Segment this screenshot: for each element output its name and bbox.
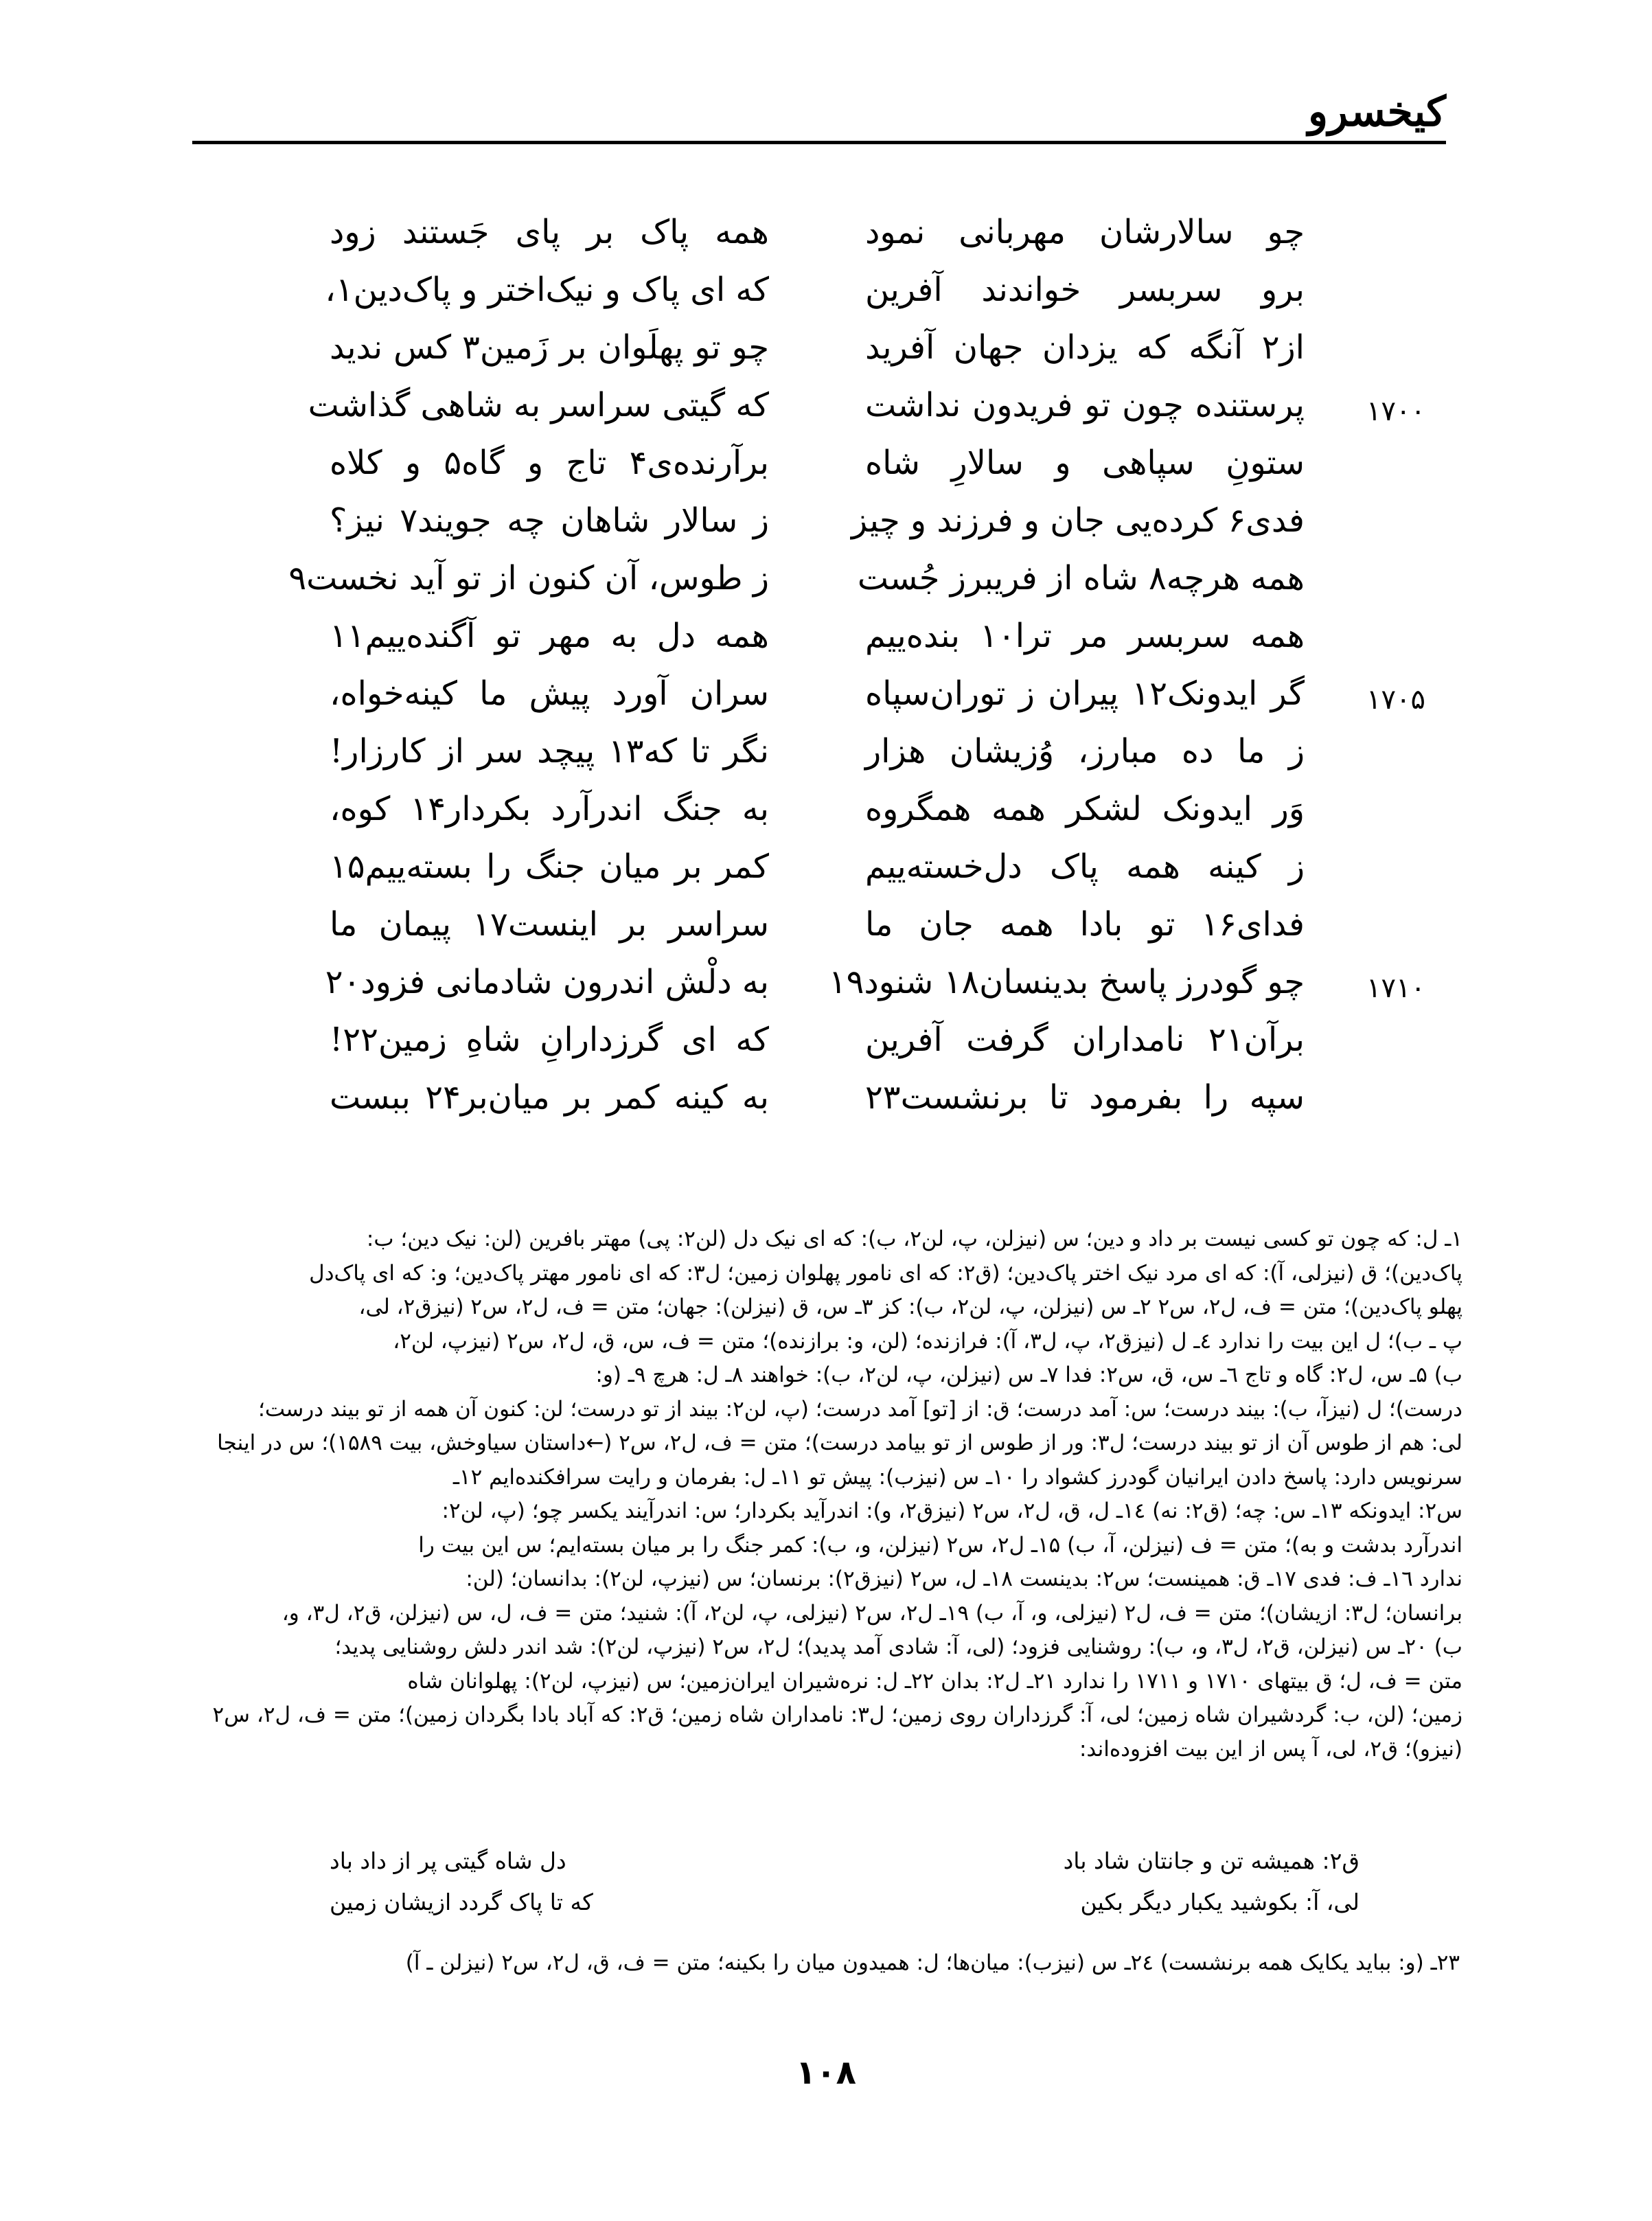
- variant-hemistich-right: لی، آ: بکوشید یکبار دیگر بکین: [1080, 1889, 1360, 1915]
- variant-hemistich-left: که تا پاک گردد ازیشان زمین: [330, 1889, 593, 1915]
- verse-hemistich-right: ز ما ده مبارز، وُزیشان هزار: [865, 732, 1305, 771]
- footnote-line: لی: هم از طوس آن از تو بیند درست؛ ل۳: ور از طوس از تو بیامد درست)؛ متن = ف، ل۲، س۲ (←داستان سیاوخش، بیت ۱۵۸۹)؛ س در اینجا: [217, 1431, 1462, 1455]
- verse-hemistich-right: پرستنده چون تو فریدون نداشت: [865, 386, 1305, 424]
- footnote-line: پهلو پاک‌دین)؛ متن = ف، ل۲، س۲ ۲ـ س (نیزلن، پ، لن۲، ب): کز ۳ـ س، ق (نیزلن): جهان؛ متن = ف، ل۲، س۲ (نیزق۲، لی،: [358, 1295, 1462, 1319]
- verse-row: [325, 271, 1490, 328]
- verse-row: [330, 847, 1490, 905]
- variant-verses: [330, 1847, 1360, 1930]
- verse-hemistich-left: سراسر بر اینست۱۷ پیمان ما: [330, 905, 769, 944]
- verse-row: [288, 559, 1490, 617]
- line-number: ۱۷۱۰: [1366, 972, 1425, 1004]
- verse-hemistich-left: که ای پاک و نیک‌اختر و پاک‌دین۱،: [325, 271, 769, 309]
- line-number: ۱۷۰۵: [1366, 684, 1425, 716]
- verse-hemistich-left: که ای گرزدارانِ شاهِ زمین۲۲!: [330, 1021, 769, 1059]
- verse-hemistich-right: چو گودرز پاسخ بدینسان۱۸ شنود۱۹: [828, 963, 1305, 1001]
- verse-hemistich-right: همه هرچه۸ شاه از فریبرز جُست: [857, 559, 1305, 597]
- verse-hemistich-left: به جنگ اندرآرد بکردار۱۴ کوه،: [330, 790, 770, 828]
- verse-row: [330, 790, 1490, 847]
- verse-row: [330, 213, 1490, 271]
- verse-hemistich-left: چو تو پهلَوان بر زَمین۳ کس ندید: [330, 328, 770, 367]
- verse-hemistich-right: همه سربسر مر ترا۱۰ بنده‌ییم: [865, 617, 1305, 655]
- verse-row: [325, 963, 1490, 1021]
- verse-hemistich-right: برو سربسر خواندند آفرین: [865, 271, 1305, 309]
- footnote-line: برانسان؛ ل۳: ازیشان)؛ متن = ف، ل۲ (نیزلی، و، آ، ب) ۱۹ـ ل۲، س۲ (نیزلی، پ، لن۲، آ): شنید؛ متن = ف، ل، س (نیزلن، ق۲، ل۳، و،: [282, 1600, 1462, 1626]
- header-rule: [192, 141, 1446, 144]
- variant-hemistich-right: ق۲: همیشه تن و جانتان شاد باد: [1063, 1847, 1360, 1874]
- footnotes: [192, 1222, 1462, 1766]
- verse-hemistich-right: چو سالارشان مهربانی نمود: [865, 213, 1305, 251]
- verse-hemistich-right: ز کینه همه پاک دل‌خسته‌ییم: [865, 847, 1305, 886]
- verse-hemistich-right: فدای۱۶ تو بادا همه جان ما: [865, 905, 1305, 944]
- verse-row: [330, 905, 1490, 963]
- footnote-line: متن = ف، ل؛ ق بیتهای ۱۷۱۰ و ۱۷۱۱ را ندارد ۲۱ـ ل۲: بدان ۲۲ـ ل: نره‌شیران ایران‌زمین؛ س (نیزپ، لن۲): پهلوانان شاه: [407, 1668, 1462, 1694]
- variant-verse-row: [330, 1889, 1360, 1930]
- footnote-line: اندرآرد بدشت و به)؛ متن = ف (نیزلن، آ، ب) ۱۵ـ ل۲، س۲ (نیزلن، و، ب): کمر جنگ را بر میان بسته‌ایم؛ س این بیت را: [418, 1532, 1462, 1558]
- verse-hemistich-left: برآرنده‌ی۴ تاج و گاه۵ و کلاه: [330, 444, 770, 482]
- verse-row: [330, 732, 1490, 790]
- verse-row: [330, 328, 1490, 386]
- verse-hemistich-right: گر ایدونک۱۲ پیران ز توران‌سپاه: [865, 674, 1305, 713]
- variant-verse-row: [330, 1847, 1360, 1889]
- verse-row: [330, 1021, 1490, 1078]
- running-header-title: کیخسرو: [1307, 88, 1446, 136]
- verse-hemistich-left: کمر بر میان جنگ را بسته‌ییم۱۵: [330, 847, 769, 886]
- verse-hemistich-right: ستونِ سپاهی و سالارِ شاه: [865, 444, 1305, 482]
- footnote-line: (نیزو)؛ ق۲، لی، آ پس از این بیت افزوده‌اند:: [1079, 1736, 1462, 1762]
- footnote-line: ۱ـ ل: که چون تو کسی نیست بر داد و دین؛ س (نیزلن، پ، لن۲، ب): که ای نیک دل (لن۲: پی) مهتر بافرین (لن: نیک دین؛ ب:: [366, 1227, 1462, 1251]
- verse-row: [330, 674, 1490, 732]
- verse-hemistich-right: وَر ایدونک لشکر همه همگروه: [865, 790, 1305, 828]
- verse-hemistich-left: همه دل به مهر تو آگنده‌ییم۱۱: [330, 617, 769, 655]
- verse-hemistich-right: برآن۲۱ نامداران گرفت آفرین: [865, 1021, 1305, 1059]
- footnote-line: زمین؛ (لن، ب: گردشیران شاه زمین؛ لی، آ: گرزداران روی زمین؛ ل۳: نامداران شاه زمین؛ ق۲: که آباد بادا بگردان زمین)؛ متن = ف، ل۲، س۲: [212, 1702, 1462, 1727]
- verse-row: [330, 1078, 1490, 1136]
- footnote-line: درست)؛ ل (نیزآ، ب): بیند درست؛ س: آمد درست؛ ق: از [تو] آمد درست؛ (پ، لن۲: بیند از تو درست؛ لن: کنون آن همه از تو بیند درست؛: [257, 1396, 1462, 1422]
- verse-hemistich-left: به دلْش اندرون شادمانی فزود۲۰: [325, 963, 769, 1001]
- verse-hemistich-left: به کینه کمر بر میان‌بر۲۴ ببست: [330, 1078, 769, 1117]
- verse-row: [330, 444, 1490, 501]
- verse-block: [288, 213, 1490, 1140]
- footnote-line: پاک‌دین)؛ ق (نیزلی، آ): که ای مرد نیک اختر پاک‌دین؛ (ق۲: که ای نامور پهلوان زمین؛ ل۳: که ای نامور مهتر پاک‌دین؛ و: که ای پاک‌دل: [309, 1260, 1462, 1286]
- verse-row: [308, 386, 1490, 444]
- footnote-line: س۲: ایدونکه ۱۳ـ س: چه؛ (ق۲: نه) ۱٤ـ ل، ق، ل۲، س۲ (نیزق۲، و): اندرآید بکردار؛ س: اندرآیند یکسر چو؛ (پ، لن۲:: [441, 1499, 1462, 1523]
- footnote-line: سرنویس دارد: پاسخ دادن ایرانیان گودرز کشواد را ۱۰ـ س (نیزب): پیش تو ۱۱ـ ل: بفرمان و رایت سرافکنده‌ایم ۱۲ـ: [452, 1464, 1462, 1490]
- footnote-line: پ ـ ب)؛ ل این بیت را ندارد ٤ـ ل (نیزق۲، پ، ل۳، آ): فرازنده؛ (لن، و: برازنده)؛ متن = ف، س، ق، ل۲، س۲ (نیزپ، لن۲،: [393, 1328, 1462, 1354]
- verse-hemistich-left: ز طوس، آن کنون از تو آید نخست۹: [288, 559, 769, 597]
- verse-row: [330, 501, 1490, 559]
- footnote-line: ب) ۵ـ س، ل۲: گاه و تاج ٦ـ س، ق، س۲: فدا ۷ـ س (نیزلن، پ، لن۲، ب): خواهند ۸ـ ل: هرچ ۹ـ (و:: [595, 1363, 1462, 1387]
- verse-hemistich-left: ز سالار شاهان چه جویند۷ نیز؟: [330, 501, 770, 540]
- verse-hemistich-right: از۲ آنگه که یزدان جهان آفرید: [865, 328, 1305, 367]
- verse-hemistich-left: نگر تا که۱۳ پیچد سر از کارزار!: [330, 732, 769, 771]
- verse-row: [330, 617, 1490, 674]
- page-number: ۱۰۸: [796, 2053, 856, 2092]
- footnote-line: ندارد ۱٦ـ ف: فدی ۱۷ـ ق: همینست؛ س۲: بدینست ۱۸ـ ل، س۲ (نیزق۲): برنسان؛ س (نیزپ، لن۲): بدانسان؛ (لن:: [466, 1567, 1462, 1591]
- variant-hemistich-left: دل شاه گیتی پر از داد باد: [330, 1847, 566, 1874]
- footnote-line-last: ۲۳ـ (و: بباید یکایک همه برنشست) ۲٤ـ س (نیزب): میان‌ها؛ ل: همیدون میان را بکینه؛ متن = ف، ق، ل۲، س۲ (نیزلن ـ آ): [405, 1950, 1460, 1975]
- line-number: ۱۷۰۰: [1366, 396, 1425, 427]
- verse-hemistich-right: سپه را بفرمود تا برنشست۲۳: [865, 1078, 1305, 1117]
- verse-hemistich-left: که گیتی سراسر به شاهی گذاشت: [308, 386, 769, 424]
- verse-hemistich-left: همه پاک بر پای جَستند زود: [330, 213, 769, 251]
- verse-hemistich-left: سران آورد پیش ما کینه‌خواه،: [330, 674, 769, 713]
- verse-hemistich-right: فدی۶ کرده‌یی جان و فرزند و چیز: [851, 501, 1305, 540]
- footnote-line: ب) ۲۰ـ س (نیزلن، ق۲، ل۳، و، ب): روشنایی فزود؛ (لی، آ: شادی آمد پدید)؛ ل۲، س۲ (نیزپ، لن۲): شد اندر دلش روشنایی پدید؛: [334, 1635, 1462, 1659]
